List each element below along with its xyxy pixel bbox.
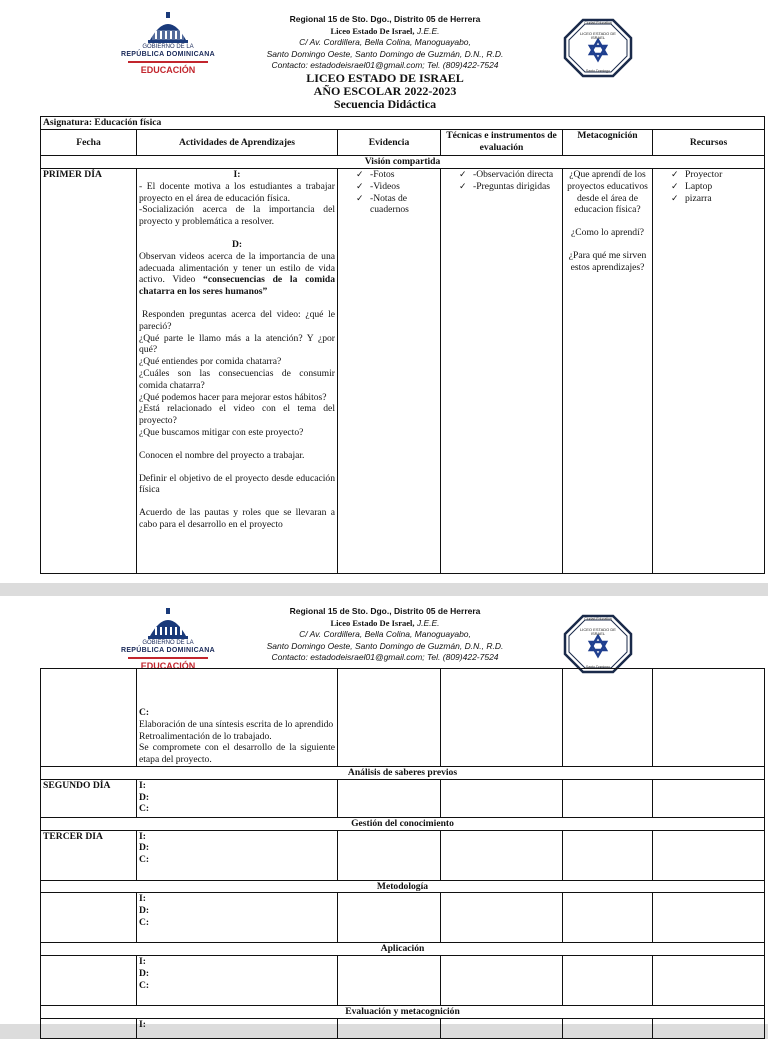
subject-row	[41, 117, 765, 130]
col-header-fecha: Fecha	[41, 130, 137, 156]
seal-divider	[128, 657, 208, 659]
didactic-sequence-table	[40, 116, 765, 574]
recursos-item: ✓ pizarra	[671, 193, 762, 205]
phase-d-label: D:	[139, 842, 150, 854]
document-page-2	[0, 596, 768, 1030]
meta-question-3: ¿Para qué me sirven estos aprendizajes?	[568, 249, 647, 273]
tecnicas-list	[443, 169, 560, 193]
phase-i-label: I:	[139, 893, 146, 905]
letterhead	[230, 14, 540, 72]
seal-small-text: GOBIERNO DE LA	[142, 640, 194, 646]
evidencia-item: ✓ -Notas de cuadernos	[356, 193, 438, 217]
phase-c-label: C:	[139, 979, 150, 991]
col-header-recursos: Recursos	[653, 130, 765, 156]
section-metodologia: Metodología	[41, 880, 765, 893]
phase-d-label: D:	[139, 967, 150, 979]
badge-bottom-text: Santo Domingo	[585, 665, 611, 669]
letterhead-address-2: Santo Domingo Oeste, Santo Domingo de Guzmán, D.N., R.D.	[266, 48, 504, 59]
day1-evidencia	[338, 169, 441, 574]
phase-d-label: D:	[139, 791, 150, 803]
letterhead-regional: Regional 15 de Sto. Dgo., Distrito 05 de Herrera	[289, 606, 481, 616]
letterhead-regional: Regional 15 de Sto. Dgo., Distrito 05 de Herrera	[289, 14, 481, 24]
recursos-item: ✓ Laptop	[671, 181, 762, 193]
badge-top-text: Ciudad Educativa	[584, 617, 612, 621]
day2-label: SEGUNDO DÍA	[41, 779, 137, 817]
day1-question-7: ¿Que buscamos mitigar con este proyecto?	[139, 426, 304, 438]
government-seal	[108, 10, 228, 75]
evaluacion-row	[41, 1018, 765, 1038]
section-row-evaluacion	[41, 1006, 765, 1019]
metodologia-row	[41, 893, 765, 943]
section-row-aplicacion	[41, 943, 765, 956]
day1-d-text-main: Observan videos acerca de la importancia de una adecuada alimentación y tener un estilo de vida activo. Video	[139, 250, 335, 286]
section-row-vision	[41, 156, 765, 169]
seal-small-text: GOBIERNO DE LA	[142, 44, 194, 50]
day1-paragraph-2: Definir el objetivo de el proyecto desde educación física	[139, 472, 335, 496]
badge-name-text: LICEO ESTADO DE ISRAEL	[580, 31, 616, 41]
phase-i-label: I:	[139, 779, 146, 791]
phase-c-label: C:	[139, 707, 150, 719]
didactic-sequence-table-continued	[40, 668, 765, 1039]
recursos-list	[655, 169, 762, 204]
day1-row	[41, 169, 765, 574]
section-gestion-conocimiento: Gestión del conocimiento	[41, 817, 765, 830]
aplicacion-activities	[137, 956, 338, 1006]
day1-closing-activities	[137, 669, 338, 767]
phase-c-label: C:	[139, 803, 150, 815]
section-evaluacion-metacognicion: Evaluación y metacognición	[41, 1006, 765, 1019]
phase-d-label: D:	[139, 905, 150, 917]
day3-label: TERCER DIA	[41, 830, 137, 880]
section-row-gestion	[41, 817, 765, 830]
seal-education-text: EDUCACIÓN	[140, 660, 196, 671]
day1-i-text-2: -Socialización acerca de la importancia del proyecto y problemática a resolver.	[139, 204, 335, 228]
seal-country-text: REPÚBLICA DOMINICANA	[120, 50, 216, 58]
seal-divider	[128, 61, 208, 63]
day1-recursos	[653, 169, 765, 574]
school-badge	[563, 18, 633, 83]
day1-continued-row	[41, 669, 765, 767]
section-aplicacion: Aplicación	[41, 943, 765, 956]
day1-c-text-1: Elaboración de una síntesis escrita de lo aprendido	[139, 718, 334, 730]
day1-i-text-1: - El docente motiva a los estudiantes a trabajar proyecto en el área de educación física.	[139, 180, 335, 204]
col-header-metacognicion: Metacognición	[563, 130, 653, 156]
day1-c-text-2: Retroalimentación de lo trabajado.	[139, 730, 272, 742]
title-sequence: Secuencia Didáctica	[333, 97, 437, 111]
column-header-row	[41, 130, 765, 156]
evaluacion-activities	[137, 1018, 338, 1038]
evidencia-item: ✓ -Videos	[356, 181, 438, 193]
letterhead-school-suffix: J.E.E.	[416, 617, 440, 628]
day1-metacognicion	[563, 169, 653, 574]
day1-question-5: ¿Qué podemos hacer para mejorar estos hábitos?	[139, 391, 327, 403]
col-header-actividades: Actividades de Aprendizajes	[137, 130, 338, 156]
title-school: LICEO ESTADO DE ISRAEL	[306, 71, 464, 85]
letterhead-contact: Contacto: estadodeisrael01@gmail.com; Tel. (809)422-7524	[271, 652, 499, 662]
day3-activities	[137, 830, 338, 880]
letterhead-school	[230, 618, 540, 630]
section-vision-compartida: Visión compartida	[41, 156, 765, 169]
letterhead	[230, 606, 540, 664]
seal-text	[108, 640, 228, 655]
aplicacion-row	[41, 956, 765, 1006]
day3-row	[41, 830, 765, 880]
letterhead-contact: Contacto: estadodeisrael01@gmail.com; Tel. (809)422-7524	[271, 60, 499, 70]
phase-d-label: D:	[231, 238, 243, 250]
phase-i-label: I:	[139, 830, 146, 842]
recursos-item: ✓ Proyector	[671, 169, 762, 181]
meta-question-2: ¿Como lo aprendí?	[571, 227, 644, 239]
phase-c-label: C:	[139, 854, 150, 866]
letterhead-address-1: C/ Av. Cordillera, Bella Colina, Manoguayabo,	[299, 37, 471, 47]
letterhead-address-2: Santo Domingo Oeste, Santo Domingo de Guzmán, D.N., R.D.	[266, 640, 504, 651]
evidencia-list	[340, 169, 438, 216]
phase-c-label: C:	[139, 916, 150, 928]
title-year: AÑO ESCOLAR 2022-2023	[313, 84, 457, 98]
meta-question-1: ¿Que aprendí de los proyectos educativos desde el área de educacion física?	[567, 169, 648, 216]
seal-education-text: EDUCACIÓN	[140, 64, 196, 75]
day1-c-text-3: Se compromete con el desarrollo de la siguiente etapa del proyecto.	[139, 742, 335, 766]
letterhead-school-name: Liceo Estado De Israel,	[330, 25, 415, 36]
section-row-saberes	[41, 767, 765, 780]
dome-logo-icon	[146, 10, 190, 44]
document-title	[230, 72, 540, 111]
seal-country-text: REPÚBLICA DOMINICANA	[120, 646, 216, 654]
day1-label: PRIMER DÍA	[41, 169, 137, 574]
subject-cell: Asignatura: Educación física	[41, 117, 765, 130]
day2-row	[41, 779, 765, 817]
seal-text	[108, 44, 228, 59]
col-header-tecnicas: Técnicas e instrumentos de evaluación	[441, 130, 563, 156]
badge-name-text: LICEO ESTADO DE ISRAEL	[580, 627, 616, 637]
day1-activities	[137, 169, 338, 574]
badge-bottom-text: Santo Domingo	[585, 69, 611, 73]
day1-question-intro: Responden preguntas acerca del video: ¿qué le pareció?	[139, 308, 335, 332]
letterhead-school	[230, 26, 540, 38]
day1-tecnicas	[441, 169, 563, 574]
day1-question-6: ¿Está relacionado el video con el tema del proyecto?	[139, 403, 335, 427]
day1-paragraph-1: Conocen el nombre del proyecto a trabajar.	[139, 449, 305, 461]
letterhead-school-name: Liceo Estado De Israel,	[330, 617, 415, 628]
phase-i-label: I:	[233, 169, 241, 180]
dome-logo-icon	[146, 606, 190, 640]
tecnicas-item: ✓ -Observación directa	[459, 169, 560, 181]
day1-paragraph-3: Acuerdo de las pautas y roles que se llevaran a cabo para el desarrollo en el proyecto	[139, 507, 335, 530]
badge-top-text: Ciudad Educativa	[584, 21, 612, 25]
government-seal	[108, 606, 228, 671]
day1-question-3: ¿Qué entiendes por comida chatarra?	[139, 356, 282, 368]
col-header-evidencia: Evidencia	[338, 130, 441, 156]
day1-question-2: ¿Qué parte le llamo más a la atención? Y ¿por qué?	[139, 332, 335, 356]
section-saberes-previos: Análisis de saberes previos	[41, 767, 765, 780]
day2-activities	[137, 779, 338, 817]
day1-d-text	[139, 251, 335, 298]
phase-i-label: I:	[139, 956, 146, 968]
section-row-metodologia	[41, 880, 765, 893]
phase-i-label: I:	[139, 1018, 146, 1030]
metodologia-activities	[137, 893, 338, 943]
tecnicas-item: ✓ -Preguntas dirigidas	[459, 181, 560, 193]
day1-question-4: ¿Cuáles son las consecuencias de consumir comida chatarra?	[139, 367, 335, 391]
evidencia-item: ✓ -Fotos	[356, 169, 438, 181]
day1-d-video-title: “consecuencias de la comida chatarra en los seres humanos”	[139, 274, 335, 298]
letterhead-address-1: C/ Av. Cordillera, Bella Colina, Manoguayabo,	[299, 629, 471, 639]
letterhead-school-suffix: J.E.E.	[416, 25, 440, 36]
